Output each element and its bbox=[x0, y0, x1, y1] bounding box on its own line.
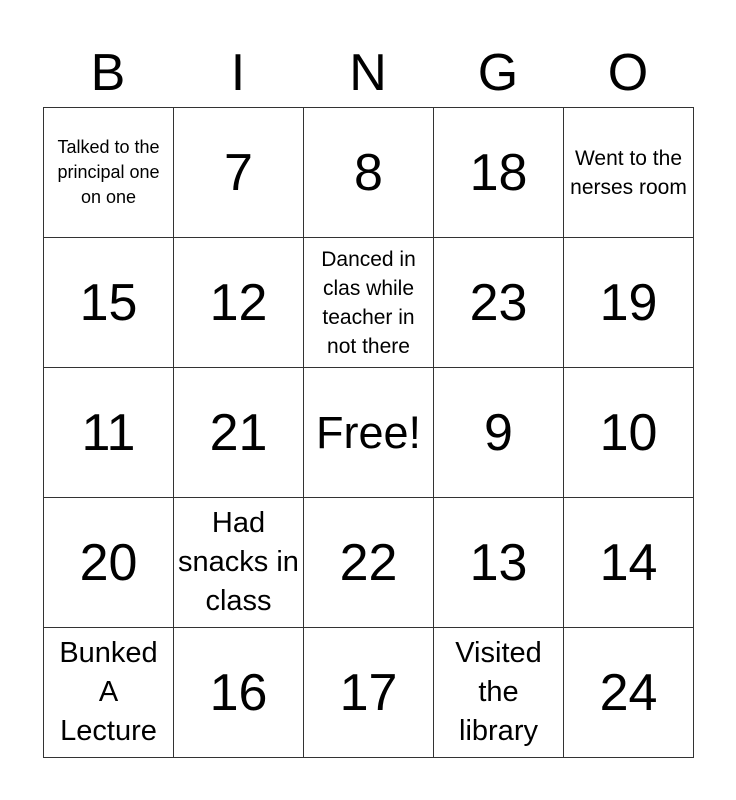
header-letter-i: I bbox=[230, 44, 246, 102]
bingo-cell[interactable]: 8 bbox=[304, 108, 434, 238]
bingo-header bbox=[43, 38, 693, 108]
header-letter-b: B bbox=[90, 44, 126, 102]
bingo-cell[interactable]: 21 bbox=[174, 368, 304, 498]
free-space-cell[interactable]: Free! bbox=[304, 368, 434, 498]
board-row bbox=[44, 628, 694, 758]
bingo-cell[interactable]: Bunked A Lecture bbox=[44, 628, 174, 758]
bingo-cell[interactable]: 10 bbox=[564, 368, 694, 498]
board-row bbox=[44, 498, 694, 628]
bingo-cell[interactable]: 18 bbox=[434, 108, 564, 238]
bingo-cell[interactable]: 7 bbox=[174, 108, 304, 238]
bingo-cell[interactable]: 11 bbox=[44, 368, 174, 498]
bingo-cell[interactable]: Talked to the principal one on one bbox=[44, 108, 174, 238]
bingo-cell[interactable]: 24 bbox=[564, 628, 694, 758]
bingo-cell[interactable]: 20 bbox=[44, 498, 174, 628]
bingo-cell[interactable]: Danced in clas while teacher in not there bbox=[304, 238, 434, 368]
bingo-board bbox=[43, 107, 694, 758]
header-letter-n: N bbox=[349, 44, 387, 102]
bingo-cell[interactable]: 17 bbox=[304, 628, 434, 758]
board-row bbox=[44, 368, 694, 498]
bingo-cell[interactable]: Went to the nerses room bbox=[564, 108, 694, 238]
bingo-cell[interactable]: 16 bbox=[174, 628, 304, 758]
bingo-cell[interactable]: 15 bbox=[44, 238, 174, 368]
bingo-cell[interactable]: 23 bbox=[434, 238, 564, 368]
bingo-cell[interactable]: 19 bbox=[564, 238, 694, 368]
bingo-cell[interactable]: 14 bbox=[564, 498, 694, 628]
board-row bbox=[44, 238, 694, 368]
bingo-cell[interactable]: 22 bbox=[304, 498, 434, 628]
board-row bbox=[44, 108, 694, 238]
header-letter-g: G bbox=[477, 44, 519, 102]
bingo-cell[interactable]: 9 bbox=[434, 368, 564, 498]
bingo-cell[interactable]: 12 bbox=[174, 238, 304, 368]
bingo-cell[interactable]: 13 bbox=[434, 498, 564, 628]
bingo-cell[interactable]: Had snacks in class bbox=[174, 498, 304, 628]
header-letter-o: O bbox=[607, 44, 649, 102]
bingo-cell[interactable]: Visited the library bbox=[434, 628, 564, 758]
